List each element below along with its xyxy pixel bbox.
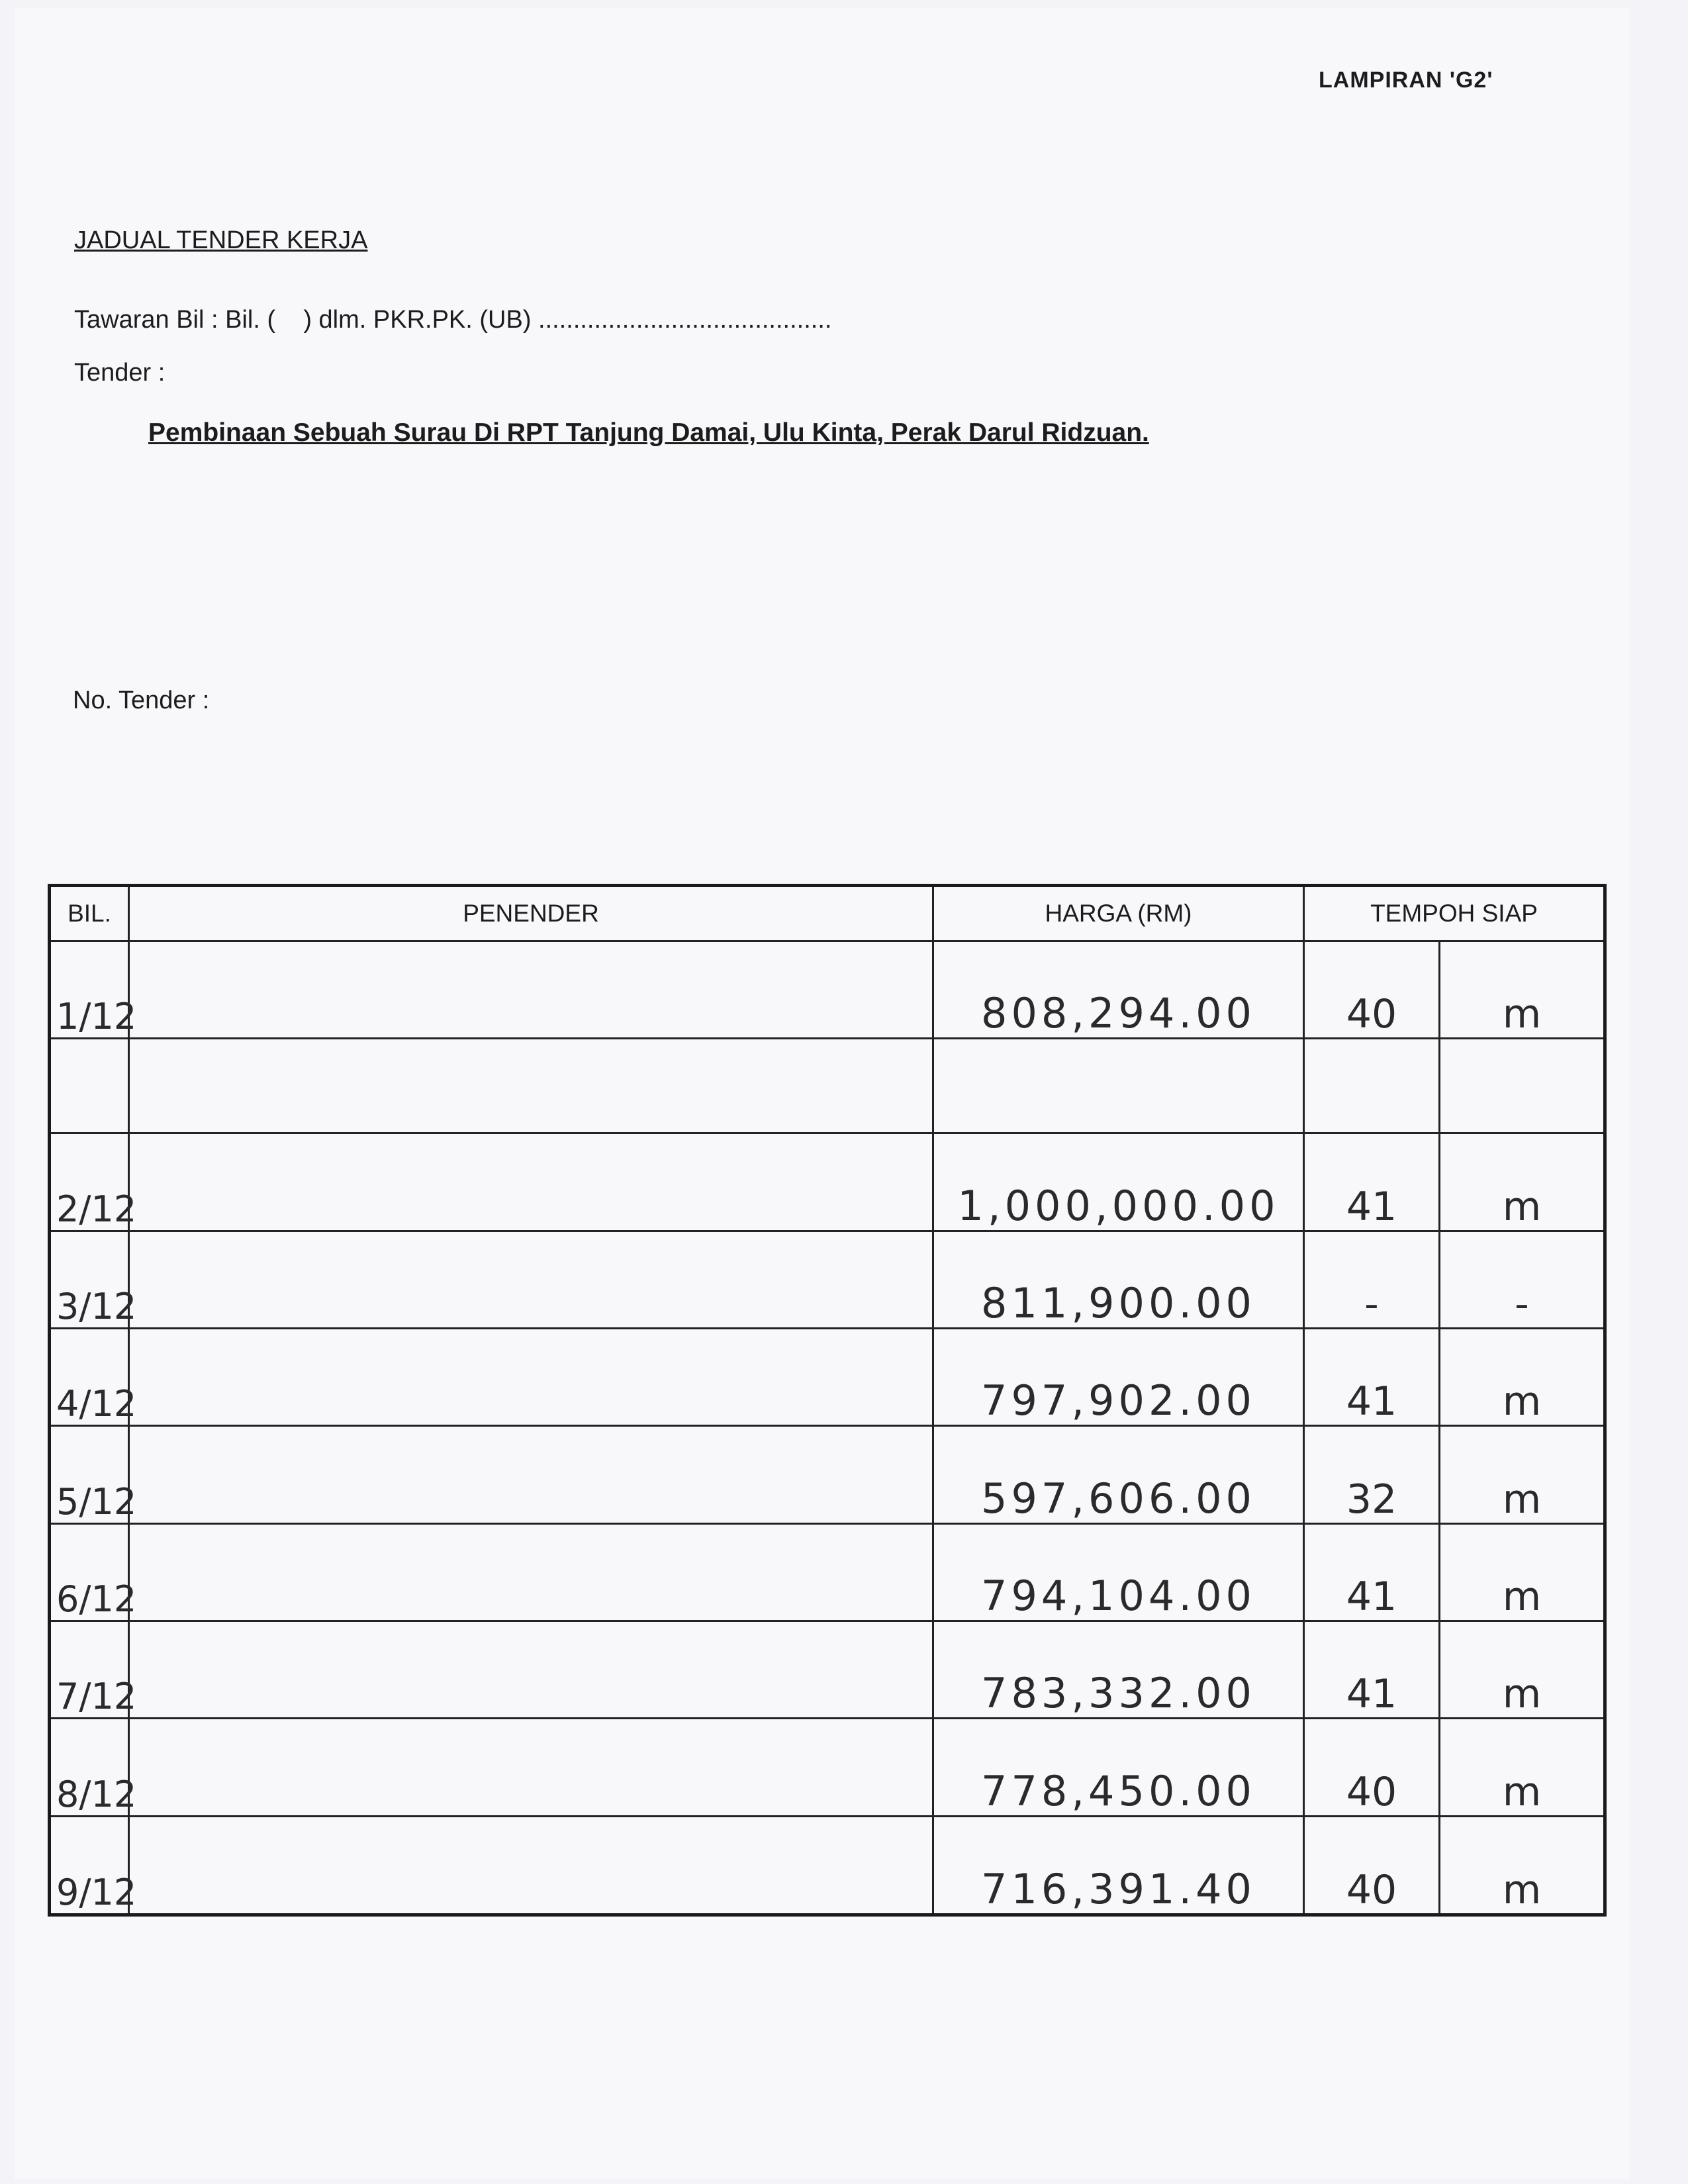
row-bil: 2/12	[50, 1133, 129, 1231]
row-tempoh: -	[1304, 1231, 1440, 1328]
row-bil: 6/12	[50, 1523, 129, 1621]
row-bil: 8/12	[50, 1719, 129, 1816]
row-harga: 808,294.00	[933, 941, 1304, 1039]
table-row	[50, 1426, 1605, 1523]
row-harga: 794,104.00	[933, 1523, 1304, 1621]
row-harga: 778,450.00	[933, 1719, 1304, 1816]
row-unit: m	[1440, 941, 1605, 1039]
tender-label: Tender :	[74, 359, 165, 387]
row-unit: m	[1440, 1328, 1605, 1425]
row-tempoh: 41	[1304, 1621, 1440, 1718]
blank-cell	[933, 1039, 1304, 1133]
row-penender	[129, 941, 933, 1039]
row-harga: 783,332.00	[933, 1621, 1304, 1718]
blank-cell	[1304, 1039, 1440, 1133]
table-row	[50, 1816, 1605, 1915]
header-harga: HARGA (RM)	[933, 886, 1304, 941]
row-penender	[129, 1523, 933, 1621]
tawaran-line: Tawaran Bil : Bil. ( ) dlm. PKR.PK. (UB) ..........................................	[74, 306, 832, 334]
row-penender	[129, 1231, 933, 1328]
table-row	[50, 1133, 1605, 1231]
row-penender	[129, 1621, 933, 1718]
row-tempoh: 40	[1304, 941, 1440, 1039]
table-row	[50, 1523, 1605, 1621]
row-bil: 7/12	[50, 1621, 129, 1718]
row-tempoh: 41	[1304, 1328, 1440, 1425]
table-row	[50, 1719, 1605, 1816]
row-bil: 5/12	[50, 1426, 129, 1523]
row-harga: 811,900.00	[933, 1231, 1304, 1328]
row-bil: 4/12	[50, 1328, 129, 1425]
project-title: Pembinaan Sebuah Surau Di RPT Tanjung Damai, Ulu Kinta, Perak Darul Ridzuan.	[148, 418, 1149, 447]
blank-cell	[129, 1039, 933, 1133]
row-bil: 3/12	[50, 1231, 129, 1328]
row-tempoh: 40	[1304, 1816, 1440, 1915]
row-harga: 597,606.00	[933, 1426, 1304, 1523]
row-penender	[129, 1719, 933, 1816]
row-unit: m	[1440, 1133, 1605, 1231]
blank-row	[50, 1039, 1605, 1133]
tender-table	[48, 884, 1607, 1917]
row-tempoh: 32	[1304, 1426, 1440, 1523]
row-harga: 797,902.00	[933, 1328, 1304, 1425]
document-title: JADUAL TENDER KERJA	[74, 226, 368, 254]
blank-cell	[1440, 1039, 1605, 1133]
row-harga: 1,000,000.00	[933, 1133, 1304, 1231]
row-penender	[129, 1328, 933, 1425]
row-bil: 1/12	[50, 941, 129, 1039]
row-harga: 716,391.40	[933, 1816, 1304, 1915]
table-row	[50, 1328, 1605, 1425]
appendix-label: LAMPIRAN 'G2'	[1319, 68, 1493, 93]
row-tempoh: 40	[1304, 1719, 1440, 1816]
table-header-row	[50, 886, 1605, 941]
row-bil: 9/12	[50, 1816, 129, 1915]
header-penender: PENENDER	[129, 886, 933, 941]
row-unit: m	[1440, 1621, 1605, 1718]
header-tempoh: TEMPOH SIAP	[1304, 886, 1605, 941]
blank-cell	[50, 1039, 129, 1133]
row-penender	[129, 1426, 933, 1523]
header-bil: BIL.	[50, 886, 129, 941]
row-unit: m	[1440, 1719, 1605, 1816]
tender-number-label: No. Tender :	[73, 687, 210, 714]
table-row	[50, 941, 1605, 1039]
row-unit: -	[1440, 1231, 1605, 1328]
row-tempoh: 41	[1304, 1523, 1440, 1621]
row-penender	[129, 1816, 933, 1915]
row-unit: m	[1440, 1523, 1605, 1621]
row-penender	[129, 1133, 933, 1231]
table-row	[50, 1231, 1605, 1328]
row-unit: m	[1440, 1426, 1605, 1523]
row-tempoh: 41	[1304, 1133, 1440, 1231]
table-row	[50, 1621, 1605, 1718]
row-unit: m	[1440, 1816, 1605, 1915]
